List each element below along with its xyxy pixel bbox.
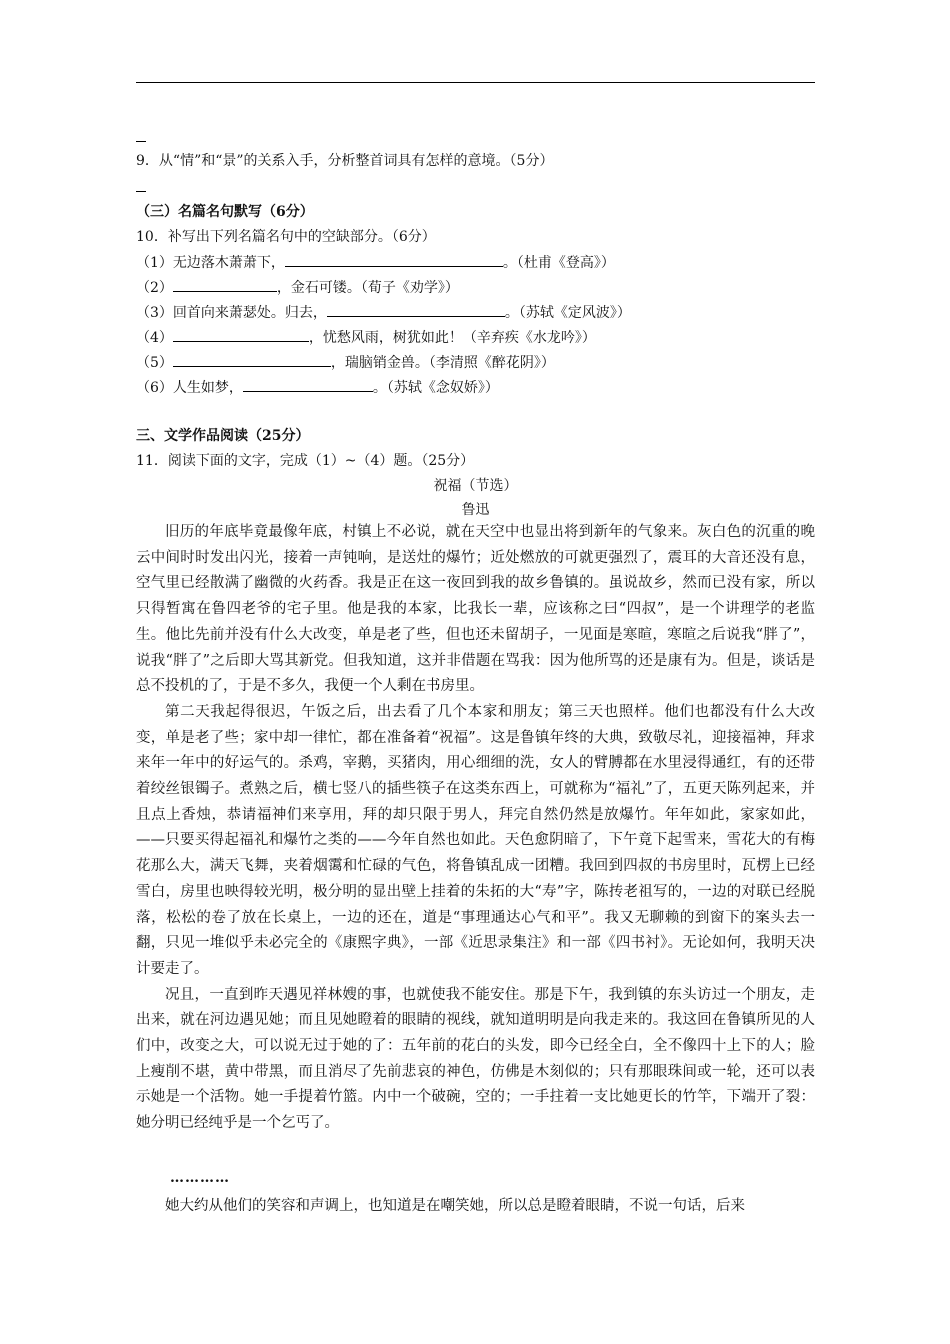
fill-item-4: [136, 328, 596, 347]
fill-item-prefix: （2）: [136, 280, 173, 296]
fill-blank[interactable]: [173, 353, 331, 367]
passage-author: 鲁迅: [461, 502, 490, 518]
passage-paragraph: 况且，一直到昨天遇见祥林嫂的事，也就使我不能安住。那是下午，我到镇的东头访过一个朋友，走出来，就在河边遇见她；而且见她瞪着的眼睛的视线，就知道明明是向我走来的。我这回在鲁镇所见的人们中，改变之大，可以说无过于她的了：五年前的花白的头发，即今已经全白，全不像四十上下的人；脸上瘦削不堪，黄中带黑，而且消尽了先前悲哀的神色，仿佛是木刻似的；只有那眼珠间或一轮，还可以表示她是一个活物。她一手提着竹篮。内中一个破碗，空的；一手拄着一支比她更长的竹竿，下端开了裂：她分明已经纯乎是一个乞丐了。: [136, 986, 815, 1132]
fill-blank[interactable]: [173, 278, 277, 292]
fill-item-suffix: 。（苏轼《念奴娇》）: [372, 380, 499, 396]
passage-continuation: [136, 1194, 815, 1220]
omission-ellipsis: …………: [170, 1170, 230, 1186]
fill-blank[interactable]: [327, 303, 505, 317]
passage-paragraph: 第二天我起得很迟，午饭之后，出去看了几个本家和朋友；第三天也照样。他们也都没有什么大改变，单是老了些；家中却一律忙，都在准备着“祝福”。这是鲁镇年终的大典，致敬尽礼，迎接福神，拜求来年一年中的好运气的。杀鸡，宰鹅，买猪肉，用心细细的洗，女人的臂膊都在水里浸得通红，有的还带着绞丝银镯子。煮熟之后，横七竖八的插些筷子在这类东西上，可就称为“福礼”了，五更天陈列起来，并且点上香烛，恭请福神们来享用，拜的却只限于男人，拜完自然仍然是放爆竹。年年如此，家家如此，——只要买得起福礼和爆竹之类的——今年自然也如此。天色愈阴暗了，下午竟下起雪来，雪花大的有梅花那么大，满天飞舞，夹着烟霭和忙碌的气色，将鲁镇乱成一团糟。我回到四叔的书房里时，瓦楞上已经雪白，房里也映得较光明，极分明的显出壁上挂着的朱拓的大“寿”字，陈抟老祖写的，一边的对联已经脱落，松松的卷了放在长桌上，一边的还在，道是“事理通达心气和平”。我又无聊赖的到窗下的案头去一翻，只见一堆似乎未必完全的《康熙字典》，一部《近思录集注》和一部《四书衬》。无论如何，我明天决计要走了。: [136, 703, 815, 977]
passage-body: [136, 520, 815, 1137]
fill-item-prefix: （3）回首向来萧瑟处。归去，: [136, 305, 327, 321]
fill-item-prefix: （4）: [136, 330, 173, 346]
fill-item-suffix: ，瑞脑销金兽。（李清照《醉花阴》）: [330, 355, 555, 371]
fill-item-suffix: 。（苏轼《定风波》）: [504, 305, 631, 321]
fill-item-suffix: 。（杜甫《登高》）: [502, 255, 615, 271]
fill-item-6: [136, 378, 499, 397]
fill-item-prefix: （1）无边落木萧萧下，: [136, 255, 285, 271]
section-heading-recitation: （三）名篇名句默写（6分）: [136, 204, 314, 220]
fill-item-prefix: （6）人生如梦，: [136, 380, 243, 396]
question-10: 10．补写出下列名篇名句中的空缺部分。（6分）: [136, 229, 436, 245]
fill-blank[interactable]: [243, 378, 373, 392]
fill-item-suffix: ，忧愁风雨，树犹如此！（辛弃疾《水龙吟》）: [308, 330, 596, 346]
passage-paragraph: 她大约从他们的笑容和声调上，也知道是在嘲笑她，所以总是瞪着眼睛，不说一句话，后来: [165, 1198, 745, 1214]
fill-item-suffix: ，金石可镂。（荀子《劝学》）: [276, 280, 459, 296]
passage-title: 祝福（节选）: [433, 478, 518, 494]
fill-item-1: [136, 253, 615, 272]
fill-item-5: [136, 353, 555, 372]
fill-item-3: [136, 303, 631, 322]
fill-item-2: [136, 278, 459, 297]
fill-item-prefix: （5）: [136, 355, 173, 371]
question-11: 11．阅读下面的文字，完成（1）~（4）题。（25分）: [136, 453, 475, 469]
fill-blank[interactable]: [285, 253, 503, 267]
answer-line-mark: [136, 141, 146, 142]
header-rule: [136, 82, 815, 83]
question-9: 9．从“情”和“景”的关系入手，分析整首词具有怎样的意境。（5分）: [136, 153, 554, 169]
fill-blank[interactable]: [173, 328, 309, 342]
part-heading-literature: 三、文学作品阅读（25分）: [136, 428, 310, 444]
answer-line-mark: [136, 191, 146, 192]
passage-paragraph: 旧历的年底毕竟最像年底，村镇上不必说，就在天空中也显出将到新年的气象来。灰白色的沉重的晚云中间时时发出闪光，接着一声钝响，是送灶的爆竹；近处燃放的可就更强烈了，震耳的大音还没有息，空气里已经散满了幽微的火药香。我是正在这一夜回到我的故乡鲁镇的。虽说故乡，然而已没有家，所以只得暂寓在鲁四老爷的宅子里。他是我的本家，比我长一辈，应该称之曰“四叔”，是一个讲理学的老监生。他比先前并没有什么大改变，单是老了些，但也还未留胡子，一见面是寒暄，寒暄之后说我“胖了”，说我“胖了”之后即大骂其新党。但我知道，这并非借题在骂我：因为他所骂的还是康有为。但是，谈话是总不投机的了，于是不多久，我便一个人剩在书房里。: [136, 524, 815, 695]
